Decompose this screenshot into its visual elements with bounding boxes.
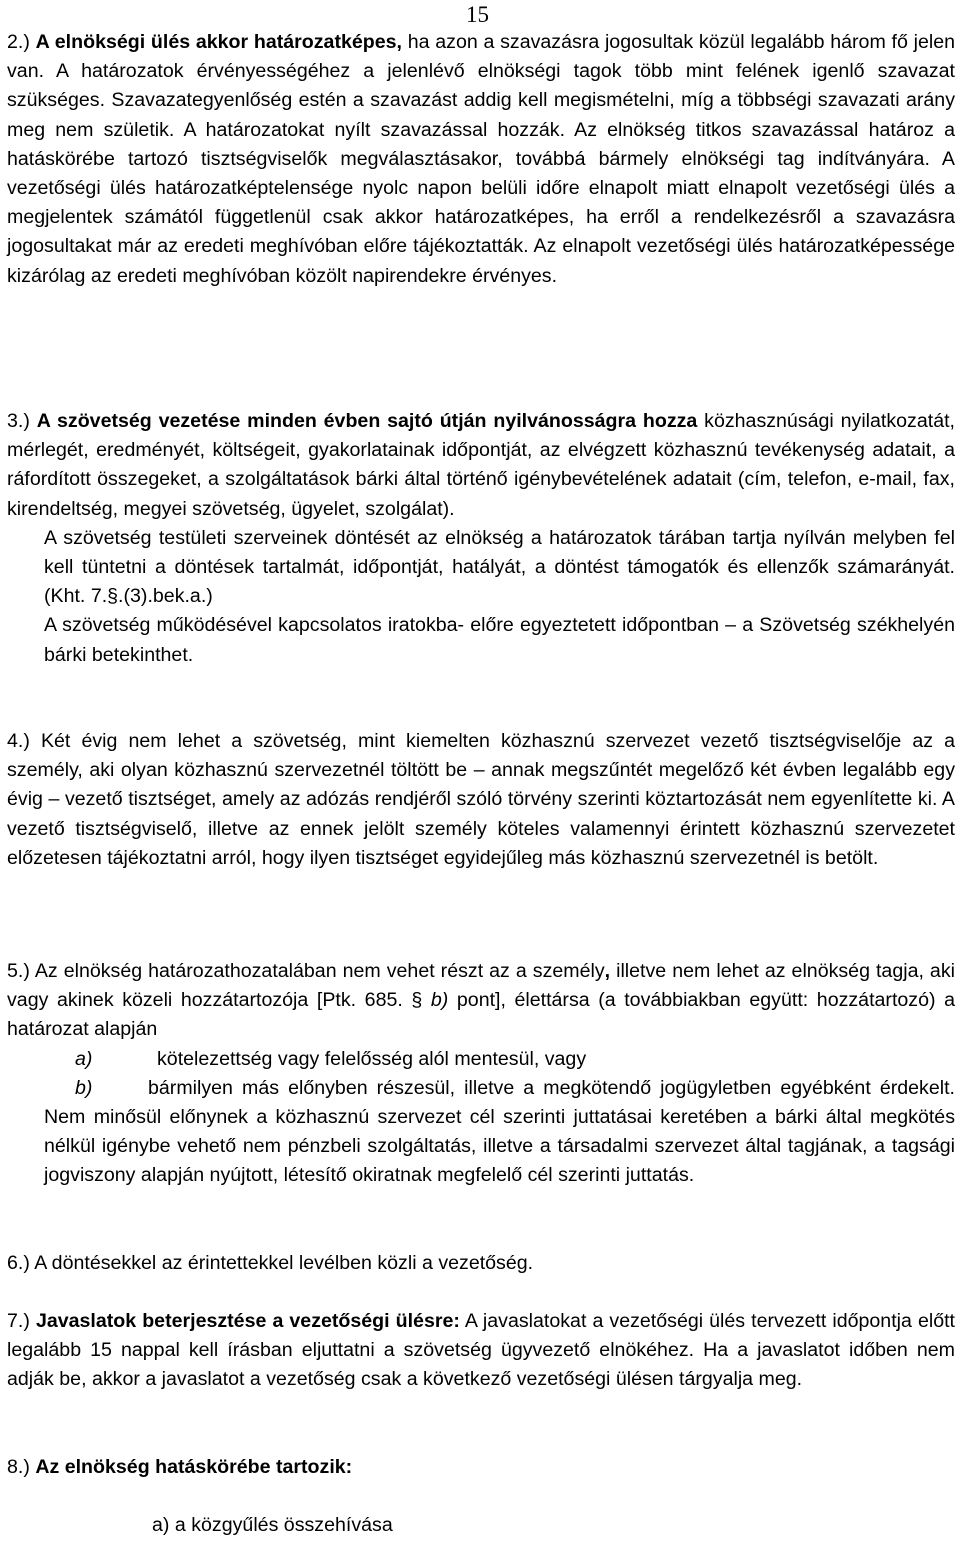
section-7-number: 7.) bbox=[7, 1310, 30, 1332]
section-2 bbox=[7, 28, 955, 291]
section-2-heading: A elnökségi ülés akkor határozatképes, bbox=[35, 31, 402, 53]
section-6-number: 6.) bbox=[7, 1252, 30, 1274]
section-5 bbox=[7, 957, 955, 1191]
section-3 bbox=[7, 407, 955, 670]
section-5-sub-a bbox=[7, 1045, 955, 1074]
section-8-heading: Az elnökség hatáskörébe tartozik: bbox=[35, 1456, 353, 1478]
page-number: 15 bbox=[466, 2, 489, 27]
section-7 bbox=[7, 1307, 955, 1395]
section-2-number: 2.) bbox=[7, 31, 30, 53]
section-7-heading: Javaslatok beterjesztése a vezetőségi ülésre: bbox=[35, 1310, 460, 1332]
section-6-text: A döntésekkel az érintettekkel levélben közli a vezetőség. bbox=[34, 1252, 534, 1274]
section-3-paragraph-2: A szövetség testületi szerveinek döntését az elnökség a határozatok tárában tartja nyílván melyben fel kell tüntetni a döntések tartalmát, időpontját, hatályát, a döntést támogatók és ellenzők számarányát. (Kht. 7.§.(3).bek.a.) bbox=[44, 526, 955, 608]
section-3-paragraph-3: A szövetség működésével kapcsolatos iratokba- előre egyeztetett időpontban – a Szövetség székhelyén bárki betekinthet. bbox=[44, 614, 955, 666]
section-5-italic-ref: b) bbox=[430, 989, 449, 1012]
section-8 bbox=[7, 1453, 955, 1482]
section-8-sub-a-label: a) bbox=[152, 1514, 170, 1536]
section-5-sub-b-label: b) bbox=[75, 1076, 93, 1099]
section-2-text: ha azon a szavazásra jogosultak közül legalább három fő jelen van. A határozatok érvényességéhez a jelenlévő elnökségi tagok több mint felének igenlő szavazat szükséges. Szavazategyenlőség estén a szavazást addig kell megismételni, míg a többségi szavazati arány meg nem születik. A határozatokat nyílt szavazással hozzák. Az elnökség titkos szavazással határoz a hatáskörébe tartozó tisztségviselők megválasztásakor, továbbá bármely elnökségi tag indítványára. A vezetőségi ülés határozatképtelensége nyolc napon belüli időre elnapolt miatt elnapolt vezetőségi ülés a megjelentek számától függetlenül csak akkor határozatképes, ha erről a rendelkezésről a szavazásra jogosultakat már az eredeti meghívóban előre tájékoztatták. Az elnapolt vezetőségi ülés határozatképessége kizárólag az eredeti meghívóban közölt napirendekre érvényes. bbox=[7, 31, 955, 287]
section-6 bbox=[7, 1249, 955, 1278]
section-3-text: közhasznúsági nyilatkozatát, mérlegét, eredményét, költségeit, gyakorlatainak időpontját, az elvégzett közhasznú tevékenység adatait, a ráfordított összegeket, a szolgáltatások bárki által történő igénybevételének adatait (cím, telefon, e-mail, fax, kirendeltség, megyei szövetség, ügyelet, szolgálat). bbox=[7, 410, 955, 520]
section-5-comma: , bbox=[604, 960, 611, 982]
section-5-text-c: pont], élettársa (a továbbiakban együtt: hozzátartozó) a határozat alapján bbox=[7, 989, 955, 1041]
section-4-number: 4.) bbox=[7, 730, 30, 752]
section-8-sub-a bbox=[152, 1511, 852, 1540]
section-4 bbox=[7, 727, 955, 873]
section-8-number: 8.) bbox=[7, 1456, 30, 1478]
section-3-number: 3.) bbox=[7, 410, 30, 432]
section-8-sub-a-text: a közgyűlés összehívása bbox=[174, 1514, 393, 1536]
section-5-text-a: Az elnökség határozathozatalában nem vehet részt az a személy bbox=[34, 960, 605, 982]
section-4-text: Két évig nem lehet a szövetség, mint kiemelten közhasznú szervezet vezető tisztségviselője az a személy, aki olyan közhasznú szervezetnél töltött be – annak megszűntét megelőző két évben legalább egy évig – vezető tisztséget, amely az adózás rendjéről szóló törvény szerinti köztartozását nem egyenlítette ki. A vezető tisztségviselő, illetve az ennek jelölt személy köteles valamennyi érintett közhasznú szervezetet előzetesen tájékoztatni arról, hogy ilyen tisztséget egyidejűleg más közhasznú szervezetnél is betölt. bbox=[7, 730, 955, 869]
section-5-sub-a-text: kötelezettség vagy felelősség alól mentesül, vagy bbox=[157, 1047, 587, 1070]
section-5-sub-a-label: a) bbox=[75, 1047, 93, 1070]
section-7-text: A javaslatokat a vezetőségi ülés tervezett időpontja előtt legalább 15 nappal kell írásban eljuttatni a szövetség ügyvezető elnökéhez. Ha a javaslatot időben nem adják be, akkor a javaslatot a vezetőség csak a következő vezetőségi ülésen tárgyalja meg. bbox=[7, 1310, 955, 1391]
section-5-sub-b-text: bármilyen más előnyben részesül, illetve a megkötendő jogügyletben egyébként érdekelt. Nem minősül előnynek a közhasznú szervezet cél szerinti juttatásai keretében a bárki által megkötés nélkül igénybe vehető nem pénzbeli szolgáltatás, illetve a társadalmi szervezet által tagjának, a tagsági jogviszony alapján nyújtott, létesítő okiratnak megfelelő cél szerinti juttatás. bbox=[44, 1076, 955, 1187]
section-5-number: 5.) bbox=[7, 960, 30, 982]
section-3-heading: A szövetség vezetése minden évben sajtó útján nyilvánosságra hozza bbox=[36, 410, 698, 432]
section-5-text-b: illetve nem lehet az elnökség tagja, aki vagy akinek közeli hozzátartozója [Ptk. 685. § bbox=[7, 960, 955, 1012]
